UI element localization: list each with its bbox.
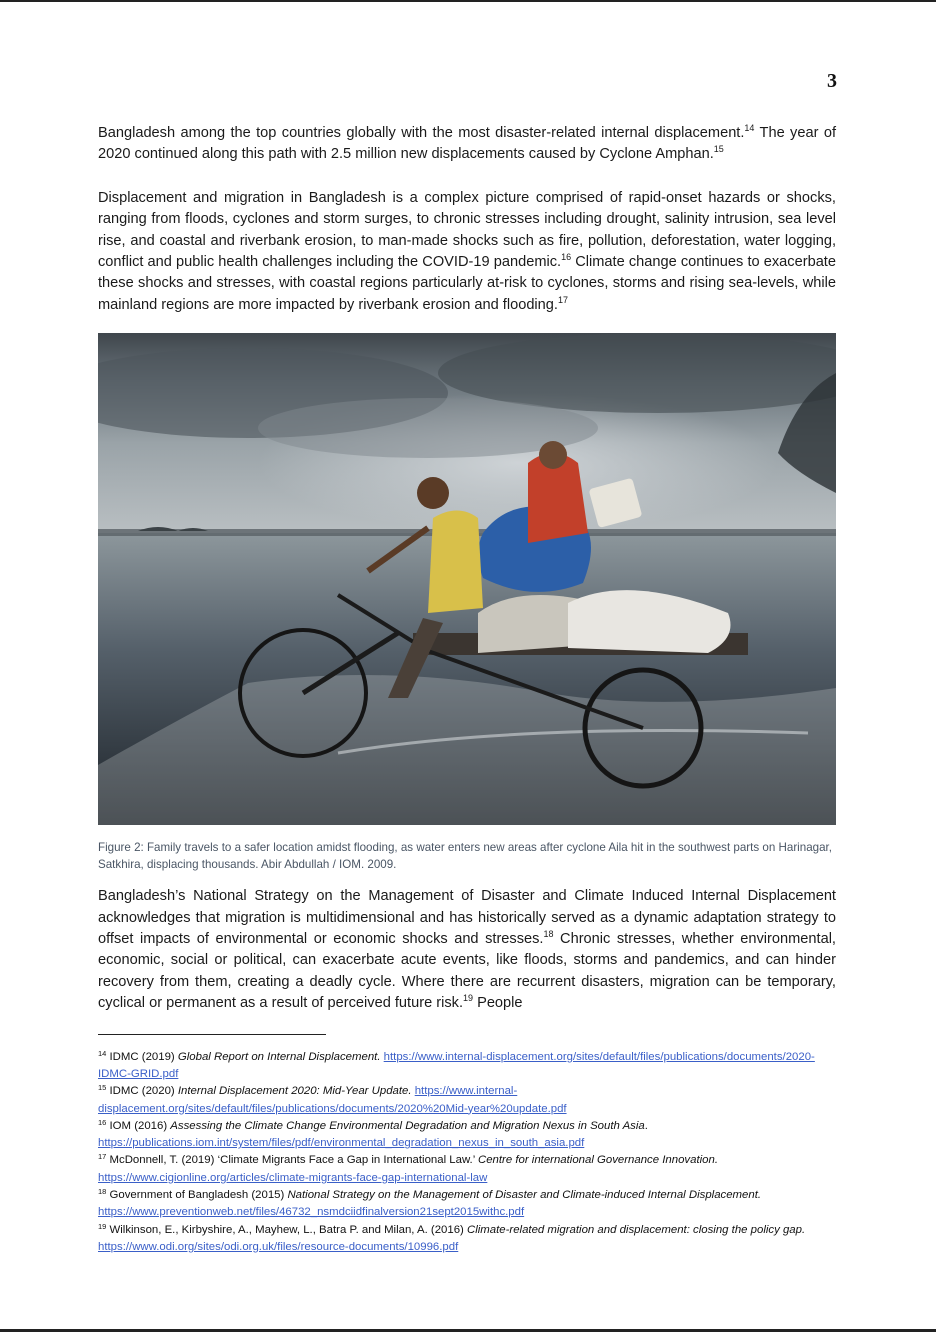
footnote-link[interactable]: https://www.odi.org/sites/odi.org.uk/files/resource-documents/10996.pdf <box>98 1240 459 1253</box>
footnote-title: Global Report on Internal Displacement. <box>177 1050 381 1063</box>
footnote-number: 14 <box>98 1048 107 1058</box>
paragraph-3 <box>98 886 836 1014</box>
footnotes <box>98 1049 836 1257</box>
footnote-number: 17 <box>98 1152 107 1162</box>
paragraph-text: Chronic stresses, whether environmental, economic, social or political, can exacerbate acute events, like floods, storms and pandemics, and can hinder recovery from them, creating a deadly cycle. Where there are recurrent disasters, migration can be temporary, cyclical or permanent as a result of perceived future risk. <box>98 931 836 1012</box>
footnote-title: Climate-related migration and displacement: closing the policy gap. <box>467 1223 806 1236</box>
footnote-17 <box>98 1152 836 1187</box>
footnote-link[interactable]: https://publications.iom.int/system/files/pdf/environmental_degradation_nexus_in_south_asia.pdf <box>98 1137 585 1150</box>
footnote-text: McDonnell, T. (2019) ‘Climate Migrants Face a Gap in International Law.’ <box>109 1154 478 1167</box>
footnote-text: . <box>644 1119 648 1132</box>
page-content <box>98 123 836 1256</box>
footnote-ref[interactable]: 16 <box>561 252 572 263</box>
footnote-title: Assessing the Climate Change Environmental Degradation and Migration Nexus in South Asia <box>170 1119 645 1132</box>
paragraph-text: Bangladesh’s National Strategy on the Management of Disaster and Climate Induced Internal Displacement acknowledges that migration is multidimensional and has historically served as a dynamic adaptation strategy to offset impacts of environmental or economic shocks and stresses. <box>98 888 836 948</box>
footnote-19 <box>98 1222 836 1257</box>
footnote-text: Wilkinson, E., Kirbyshire, A., Mayhew, L., Batra P. and Milan, A. (2016) <box>109 1223 468 1236</box>
figure-caption: Figure 2: Family travels to a safer location amidst flooding, as water enters new areas after cyclone Aila hit in the southwest parts on Harinagar, Satkhira, displacing thousands. Abir Abdullah / IOM. 2009. <box>98 841 832 872</box>
flood-photo-illustration <box>98 333 836 825</box>
page-number: 3 <box>827 70 837 92</box>
footnote-title: Internal Displacement 2020: Mid-Year Update. <box>177 1085 412 1098</box>
footnote-link[interactable]: https://www.internal-displacement.org/sites/default/files/publications/documents/2020%20Mid-year%20update.pdf <box>98 1085 567 1115</box>
page-top-border <box>0 0 936 2</box>
footnote-text: Government of Bangladesh (2015) <box>109 1189 288 1202</box>
footnote-text: IDMC (2020) <box>109 1085 178 1098</box>
footnote-ref[interactable]: 18 <box>543 929 554 940</box>
footnote-title: Centre for international Governance Innovation. <box>478 1154 718 1167</box>
paragraph-text: Bangladesh among the top countries globally with the most disaster-related internal displacement. <box>98 125 745 141</box>
footnote-number: 15 <box>98 1083 107 1093</box>
footnote-number: 18 <box>98 1187 107 1197</box>
paragraph-1 <box>98 123 836 166</box>
footnote-text: IOM (2016) <box>109 1119 171 1132</box>
footnote-text: IDMC (2019) <box>109 1050 178 1063</box>
footnote-link[interactable]: https://www.cigionline.org/articles/climate-migrants-face-gap-international-law <box>98 1171 488 1184</box>
paragraph-text: Displacement and migration in Bangladesh is a complex picture comprised of rapid-onset hazards or shocks, ranging from floods, cyclones and storm surges, to chronic stresses including drought, salinity intrusion, sea level rise, and coastal and riverbank erosion, to man-made shocks such as fire, pollution, deforestation, water logging, conflict and public health challenges including the COVID-19 pandemic. <box>98 189 836 271</box>
footnote-number: 16 <box>98 1117 107 1127</box>
footnote-link[interactable]: https://www.preventionweb.net/files/46732_nsmdciidfinalversion21sept2015withc.pdf <box>98 1206 525 1219</box>
paragraph-text: The year of 2020 continued along this path with 2.5 million new displacements caused by Cyclone Amphan. <box>98 125 836 163</box>
footnote-ref[interactable]: 15 <box>713 144 724 155</box>
footnote-ref[interactable]: 19 <box>463 993 474 1004</box>
footnote-18 <box>98 1187 836 1222</box>
paragraph-2 <box>98 188 836 316</box>
footnote-16 <box>98 1118 836 1153</box>
footnote-15 <box>98 1083 836 1118</box>
flood-photo <box>98 333 836 825</box>
footnote-ref[interactable]: 17 <box>557 294 568 305</box>
footnote-link[interactable]: https://www.internal-displacement.org/sites/default/files/publications/documents/2020-IDMC-GRID.pdf <box>98 1050 815 1080</box>
footnote-ref[interactable]: 14 <box>744 123 755 133</box>
footnote-separator <box>98 1034 326 1035</box>
footnote-14 <box>98 1049 836 1084</box>
paragraph-text: Climate change continues to exacerbate these shocks and stresses, with coastal regions particularly at-risk to cyclones, storms and rising sea-levels, while mainland regions are more impacted by riverbank erosion and flooding. <box>98 254 836 313</box>
footnote-title: National Strategy on the Management of Disaster and Climate-induced Internal Displacement. <box>287 1189 762 1202</box>
footnote-number: 19 <box>98 1221 107 1231</box>
paragraph-text: People <box>473 995 523 1012</box>
